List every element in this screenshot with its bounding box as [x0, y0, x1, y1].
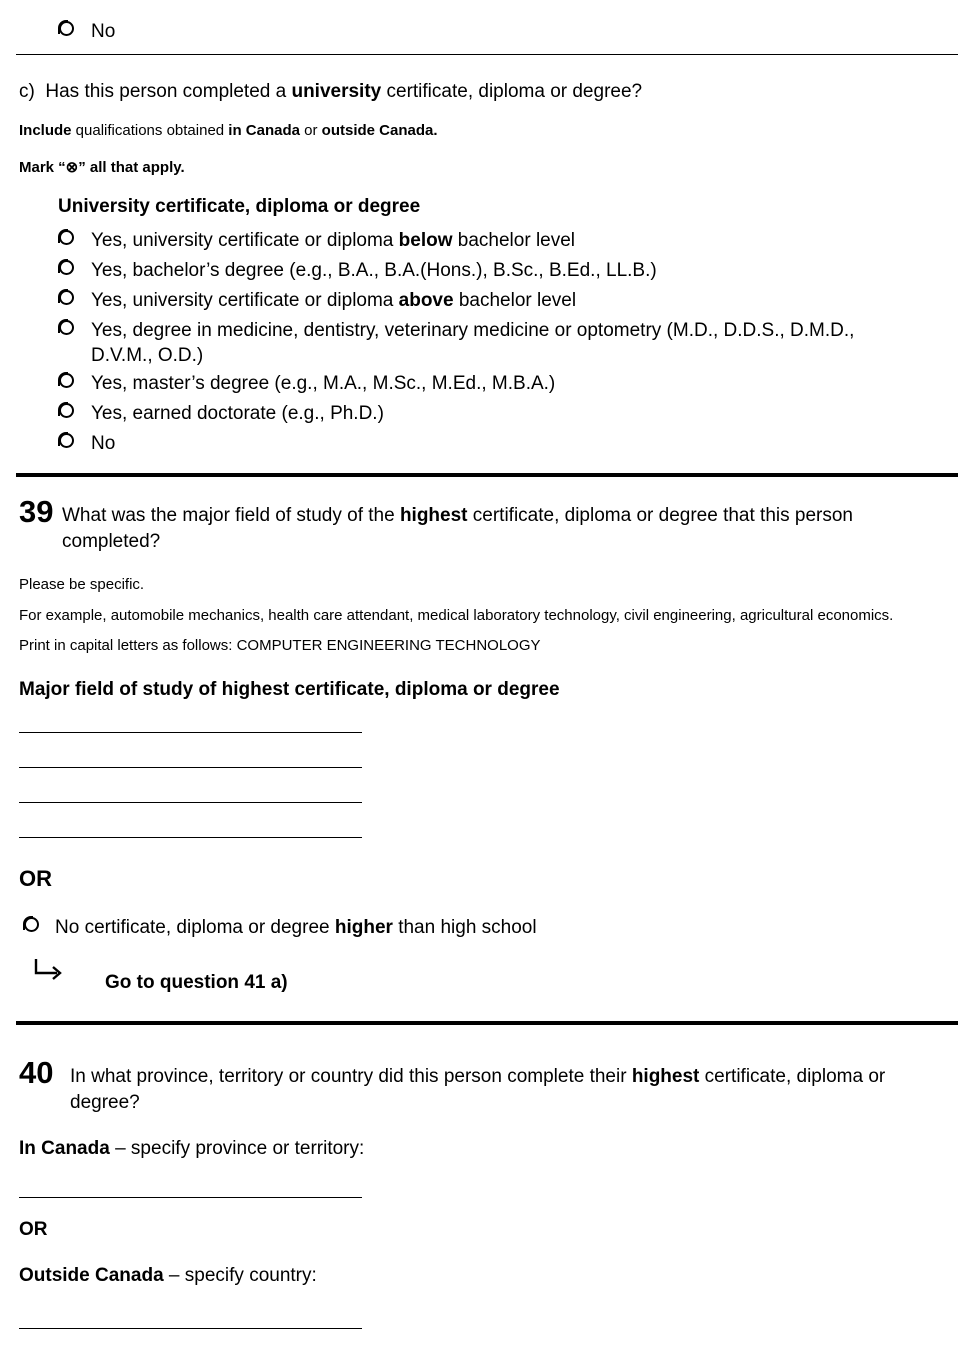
field-of-study-input-line-1[interactable] [19, 732, 362, 733]
radio-no-university[interactable] [59, 433, 74, 448]
option-univ-above-bachelor: Yes, university certificate or diploma above bachelor level [91, 290, 577, 311]
radio-univ-above-bachelor[interactable] [59, 290, 74, 305]
outside-canada-label: Outside Canada – specify country: [19, 1265, 317, 1286]
option-no-higher-than-high-school: No certificate, diploma or degree higher than high school [55, 917, 537, 938]
option-bachelors: Yes, bachelor’s degree (e.g., B.A., B.A.(Hons.), B.Sc., B.Ed., LL.B.) [91, 260, 657, 281]
or-label: OR [19, 866, 52, 891]
option-medicine-degree-line2: D.V.M., O.D.) [91, 345, 204, 366]
divider [16, 54, 958, 55]
radio-masters[interactable] [59, 373, 74, 388]
radio-medicine-degree[interactable] [59, 320, 74, 335]
question-38c-text: c) Has this person completed a university certificate, diploma or degree? [19, 81, 643, 102]
field-of-study-input-line-2[interactable] [19, 767, 362, 768]
radio-no-previous[interactable] [59, 21, 74, 36]
in-canada-label: In Canada – specify province or territory: [19, 1138, 365, 1159]
radio-no-higher-than-high-school[interactable] [24, 917, 39, 932]
option-no-university: No [91, 433, 116, 454]
section-divider [16, 473, 958, 477]
goto-instruction: Go to question 41 a) [105, 972, 288, 993]
question-40-text-line2: degree? [70, 1092, 140, 1113]
option-label: No [91, 21, 116, 42]
note-specific: Please be specific. [19, 576, 145, 593]
question-number-39: 39 [19, 494, 54, 529]
radio-bachelors[interactable] [59, 260, 74, 275]
group-heading: University certificate, diploma or degree [58, 196, 421, 217]
field-of-study-input-line-4[interactable] [19, 837, 362, 838]
skip-arrow-icon [33, 957, 65, 985]
include-note: Include qualifications obtained in Canada or outside Canada. [19, 122, 438, 139]
field-label: Major field of study of highest certificate, diploma or degree [19, 679, 560, 700]
or-label: OR [19, 1219, 48, 1240]
option-masters: Yes, master’s degree (e.g., M.A., M.Sc., M.Ed., M.B.A.) [91, 373, 556, 394]
country-input-line[interactable] [19, 1328, 362, 1329]
question-39-text-line2: completed? [62, 531, 161, 552]
question-40-text-line1: In what province, territory or country did this person complete their highest certificate, diploma or [70, 1066, 886, 1087]
radio-univ-below-bachelor[interactable] [59, 230, 74, 245]
mark-note: Mark “⊗” all that apply. [19, 159, 185, 176]
question-39-text-line1: What was the major field of study of the highest certificate, diploma or degree that this person [62, 505, 853, 526]
field-of-study-input-line-3[interactable] [19, 802, 362, 803]
option-medicine-degree-line1: Yes, degree in medicine, dentistry, veterinary medicine or optometry (M.D., D.D.S., D.M.D., [91, 320, 855, 341]
section-divider [16, 1021, 958, 1025]
radio-doctorate[interactable] [59, 403, 74, 418]
province-input-line[interactable] [19, 1197, 362, 1198]
note-capital-letters: Print in capital letters as follows: COMPUTER ENGINEERING TECHNOLOGY [19, 637, 541, 654]
question-number-40: 40 [19, 1055, 54, 1090]
note-example: For example, automobile mechanics, health care attendant, medical laboratory technology, civil engineering, agricultural economics. [19, 607, 894, 624]
option-doctorate: Yes, earned doctorate (e.g., Ph.D.) [91, 403, 384, 424]
option-univ-below-bachelor: Yes, university certificate or diploma below bachelor level [91, 230, 576, 251]
